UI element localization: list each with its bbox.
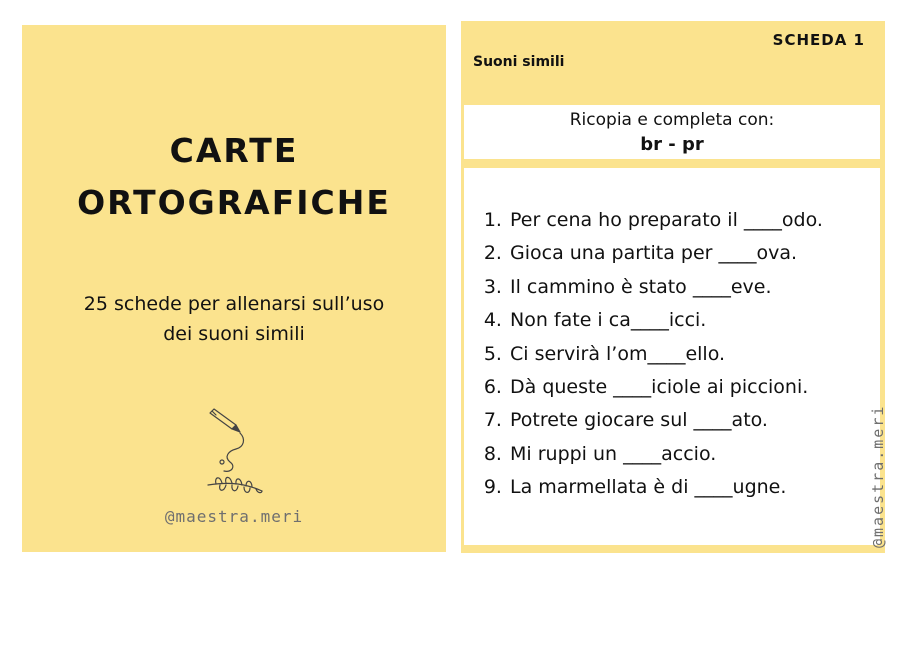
cover-title-line1: CARTE: [169, 131, 299, 170]
instruction-box: [464, 105, 880, 159]
list-item: 4. Non fate i ca____icci.: [508, 304, 823, 337]
list-item: 9. La marmellata è di ____ugne.: [508, 471, 823, 504]
sheet-subtitle: Suoni simili: [473, 54, 565, 70]
list-item: 3. Il cammino è stato ____eve.: [508, 271, 823, 304]
pencil-leaf-logo-icon: [202, 407, 272, 499]
list-item: 5. Ci servirà l’om____ello.: [508, 338, 823, 371]
cover-title: [22, 125, 446, 229]
instruction-text: Ricopia e completa con:: [569, 110, 775, 130]
list-item: 7. Potrete giocare sul ____ato.: [508, 404, 823, 437]
exercise-list: [464, 204, 823, 505]
cover-card: [22, 25, 446, 552]
side-handle: @maestra.meri: [869, 404, 887, 548]
sheet-label: SCHEDA 1: [772, 31, 865, 49]
cover-subtitle-line1: 25 schede per allenarsi sull’uso: [83, 293, 385, 315]
exercise-list-box: [464, 168, 880, 545]
cover-subtitle-line2: dei suoni simili: [163, 323, 305, 345]
cover-handle: @maestra.meri: [164, 507, 304, 526]
list-item: 2. Gioca una partita per ____ova.: [508, 237, 823, 270]
list-item: 1. Per cena ho preparato il ____odo.: [508, 204, 823, 237]
list-item: 8. Mi ruppi un ____accio.: [508, 438, 823, 471]
list-item: 6. Dà queste ____iciole ai piccioni.: [508, 371, 823, 404]
cover-subtitle: [52, 289, 416, 349]
exercise-card: [461, 21, 885, 553]
instruction-letters: br - pr: [640, 134, 704, 155]
cover-title-line2: ORTOGRAFICHE: [77, 183, 391, 222]
